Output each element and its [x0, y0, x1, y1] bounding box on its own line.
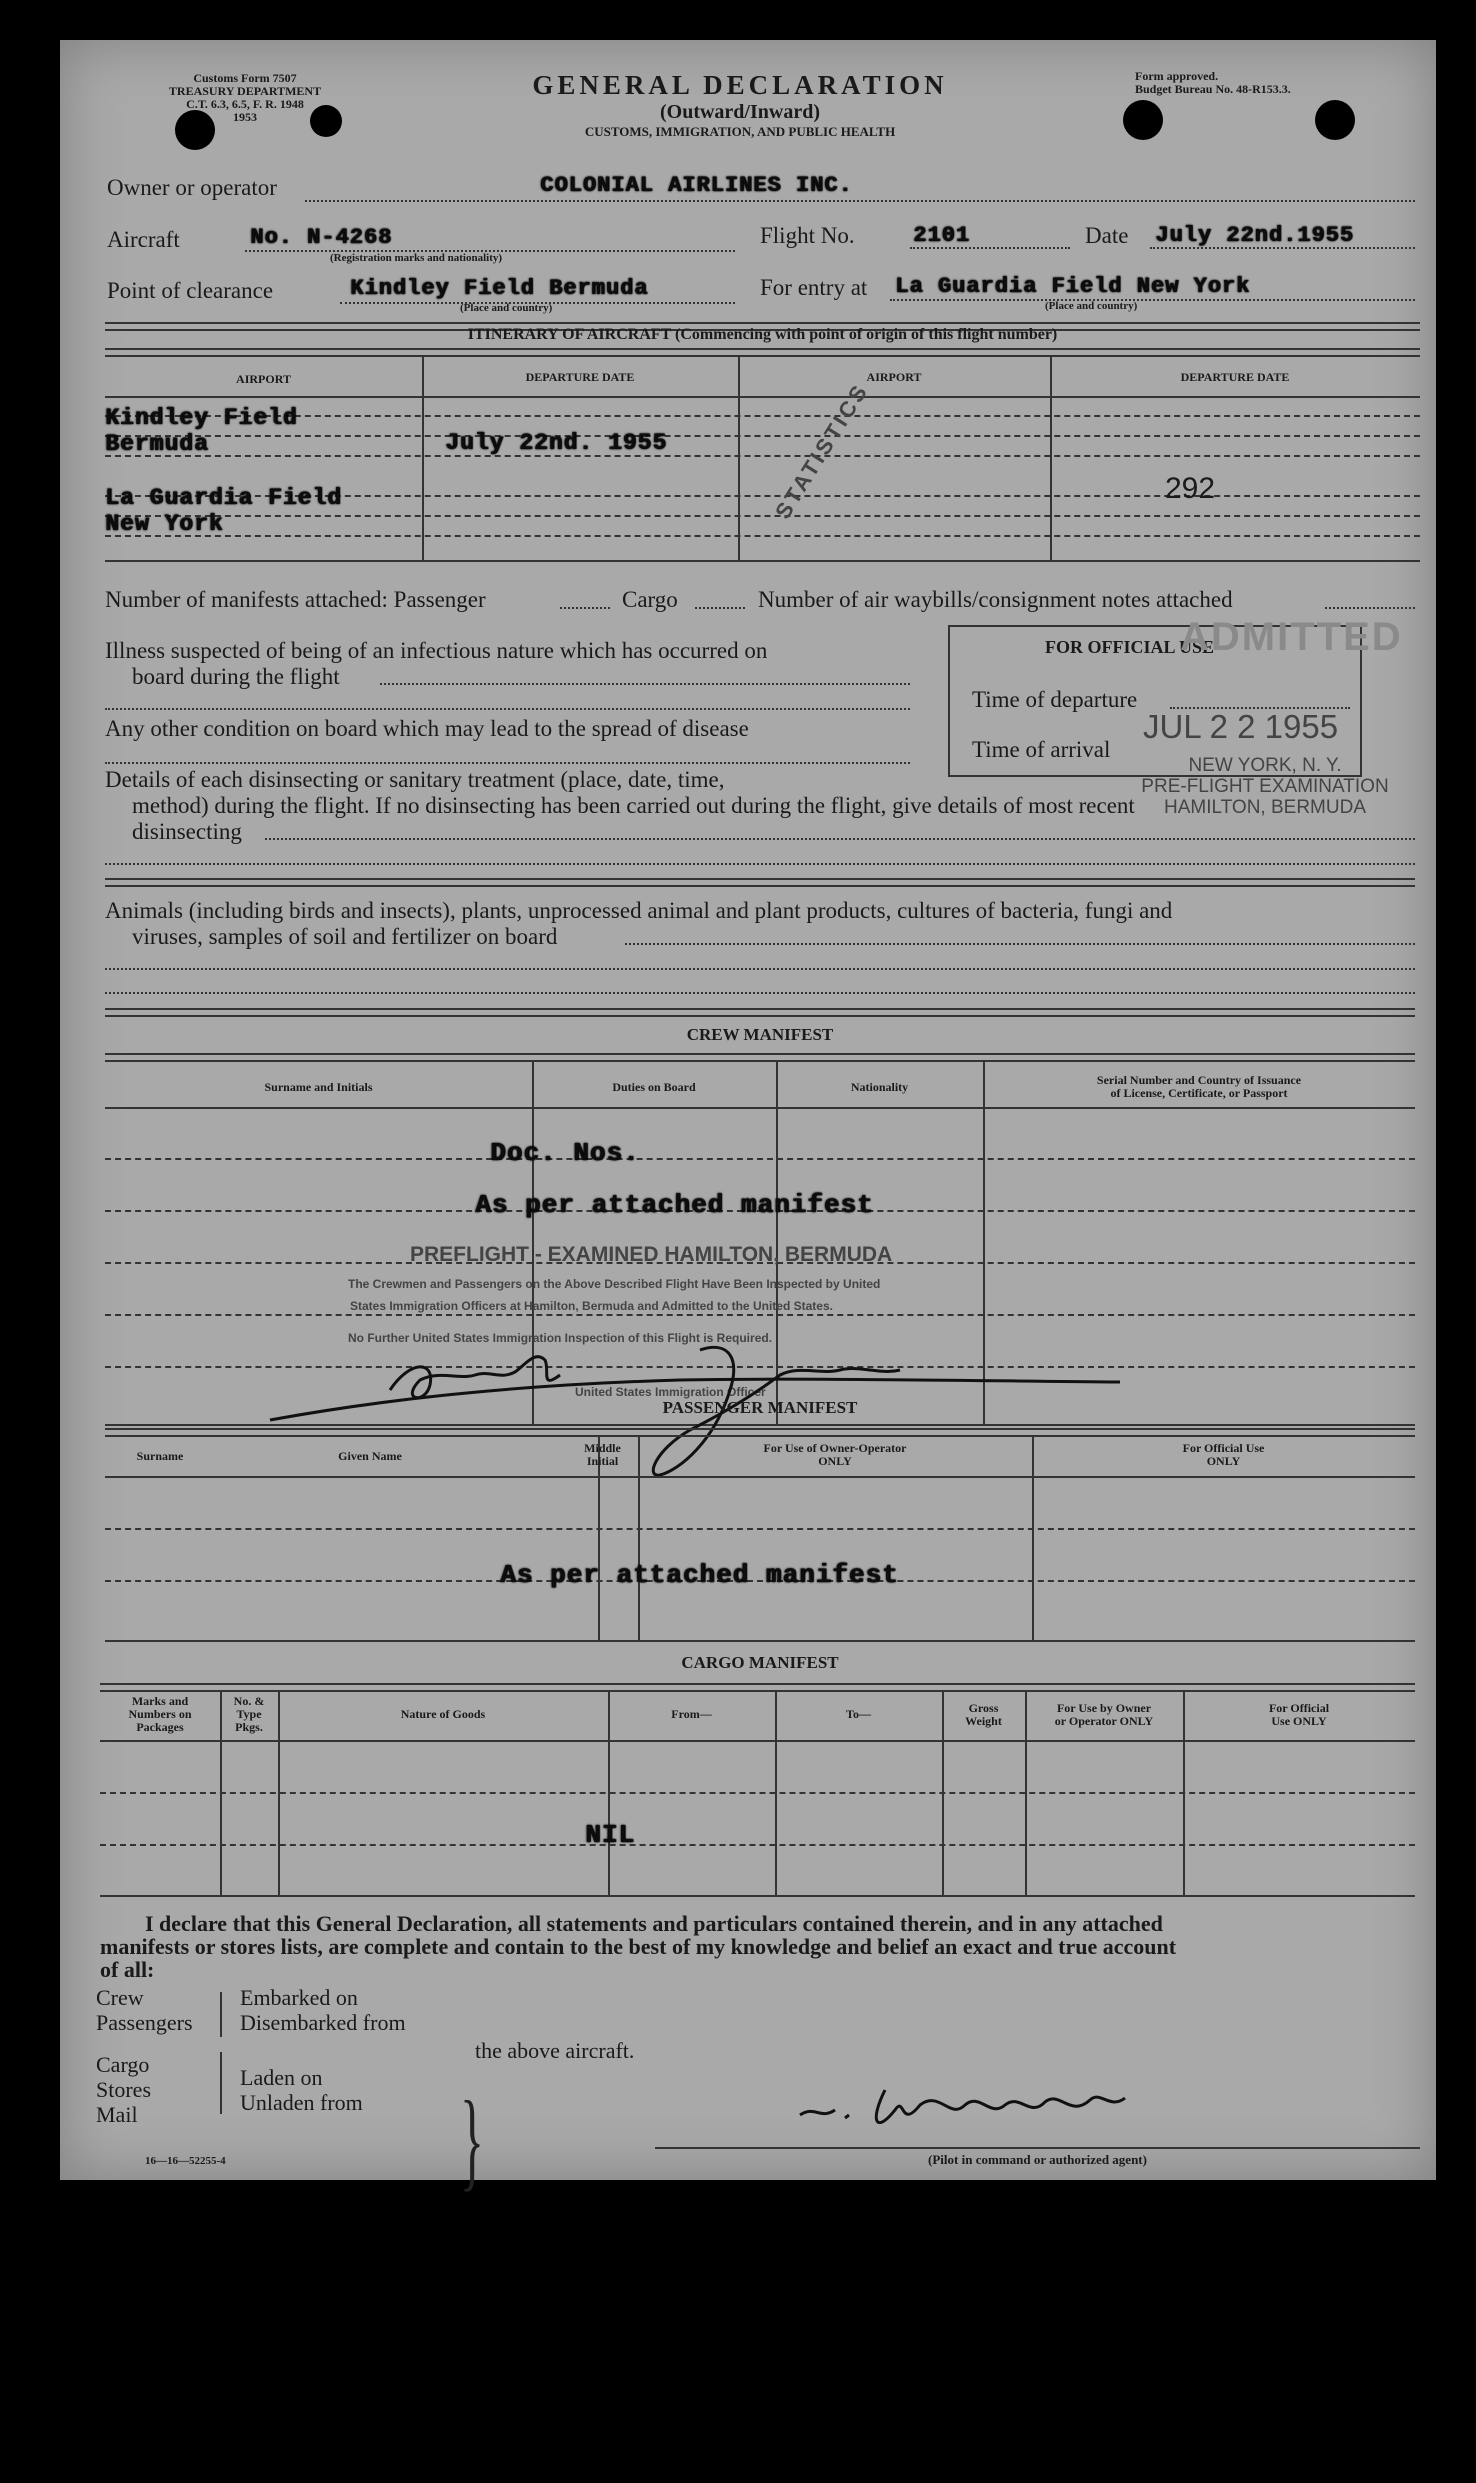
cargo-col-goods: Nature of Goods	[400, 1707, 486, 1721]
cargo-col-official-b: Use ONLY	[1271, 1714, 1327, 1728]
waybills-label: Number of air waybills/consignment notes attached	[758, 587, 1233, 612]
owner-value: COLONIAL AIRLINES INC.	[540, 173, 853, 198]
itinerary-row2-airport-b: New York	[105, 511, 224, 537]
illness-line1: Illness suspected of being of an infectious nature which has occurred on	[105, 638, 768, 663]
crew-col-duties: Duties on Board	[612, 1080, 696, 1094]
passenger-col-official-b: ONLY	[1206, 1454, 1241, 1468]
manifests-label: Number of manifests attached: Passenger	[105, 587, 486, 612]
form-number-block	[130, 72, 360, 124]
declaration-line2: manifests or stores lists, are complete and contain to the best of my knowledge and belief an exact and true account	[100, 1934, 1177, 1959]
page-title: GENERAL DECLARATION	[532, 70, 948, 100]
declaration-aircraft: the above aircraft.	[475, 2038, 635, 2063]
cargo-col-official	[1183, 1702, 1415, 1728]
revision: 1953	[233, 110, 257, 124]
passenger-col-middle-a: Middle	[584, 1441, 621, 1455]
preflight-stamp-line3: HAMILTON, BERMUDA	[1164, 797, 1366, 818]
cargo-col-marks-b: Numbers on	[128, 1707, 192, 1721]
passenger-col-owner	[638, 1442, 1032, 1468]
passenger-col-owner-a: For Use of Owner-Operator	[763, 1441, 907, 1455]
itinerary-row1-date: July 22nd. 1955	[445, 430, 668, 456]
itinerary-row2-airport	[105, 485, 342, 537]
clearance-note: (Place and country)	[460, 302, 553, 314]
disinsect-line2: method) during the flight. If no disinsecting has been carried out during the flight, give details of most recent	[132, 793, 1135, 818]
pilot-signature	[790, 2060, 1190, 2140]
crew-col-nationality: Nationality	[850, 1080, 909, 1094]
title-block	[440, 70, 1040, 140]
itinerary-col-airport-1: AIRPORT	[236, 372, 291, 386]
punch-hole	[1123, 100, 1163, 140]
clearance-value: Kindley Field Bermuda	[350, 276, 649, 301]
entry-value: La Guardia Field New York	[895, 274, 1251, 299]
itinerary-row1-airport	[105, 405, 297, 457]
crew-col-serial-b: of License, Certificate, or Passport	[1110, 1086, 1288, 1100]
immigration-stamp-line1: The Crewmen and Passengers on the Above Described Flight Have Been Inspected by United	[348, 1277, 881, 1291]
clearance-label: Point of clearance	[107, 278, 274, 303]
itinerary-row1-airport-a: Kindley Field	[105, 405, 298, 431]
aircraft-note: (Registration marks and nationality)	[330, 252, 503, 264]
itinerary-title: ITINERARY OF AIRCRAFT (Commencing with point of origin of this flight number)	[467, 326, 1058, 343]
itinerary-row2-airport-a: La Guardia Field	[105, 485, 342, 511]
declaration-crew: Crew	[96, 1985, 144, 2010]
itinerary-number: 292	[1165, 472, 1216, 505]
aircraft-value: No. N-4268	[250, 225, 393, 250]
budget-bureau: Budget Bureau No. 48-R153.3.	[1135, 82, 1291, 96]
approval-block	[1135, 70, 1375, 96]
passenger-col-middle	[565, 1442, 640, 1468]
crew-doc-nos: Doc. Nos.	[490, 1138, 640, 1168]
pilot-caption: (Pilot in command or authorized agent)	[928, 2152, 1147, 2167]
passenger-col-official-a: For Official Use	[1182, 1441, 1265, 1455]
flight-label: Flight No.	[760, 223, 855, 248]
immigration-stamp-line2: States Immigration Officers at Hamilton, Bermuda and Admitted to the United States.	[350, 1299, 833, 1313]
cargo-col-owner	[1025, 1702, 1183, 1728]
passenger-col-surname: Surname	[136, 1449, 184, 1463]
page-subtitle: (Outward/Inward)	[659, 101, 820, 123]
crew-manifest-title: CREW MANIFEST	[686, 1025, 834, 1044]
crew-col-serial-a: Serial Number and Country of Issuance	[1096, 1073, 1302, 1087]
condition-text: Any other condition on board which may lead to the spread of disease	[105, 716, 749, 741]
cargo-label: Cargo	[622, 587, 678, 612]
animals-line2: viruses, samples of soil and fertilizer on board	[132, 924, 558, 949]
entry-note: (Place and country)	[1045, 300, 1138, 312]
department: TREASURY DEPARTMENT	[168, 84, 322, 98]
crew-col-surname: Surname and Initials	[264, 1080, 373, 1094]
agencies: CUSTOMS, IMMIGRATION, AND PUBLIC HEALTH	[584, 124, 896, 139]
cargo-col-marks-a: Marks and	[131, 1694, 189, 1708]
passenger-manifest-title: PASSENGER MANIFEST	[662, 1398, 858, 1417]
statistics-stamp: STATISTICS	[770, 378, 874, 524]
crew-per-manifest: As per attached manifest	[475, 1190, 874, 1220]
itinerary-col-airport-2: AIRPORT	[866, 370, 922, 384]
declaration-cargo: Cargo	[96, 2052, 150, 2077]
arrival-date-stamp: JUL 2 2 1955	[1143, 708, 1339, 745]
immigration-stamp-line3: No Further United States Immigration Inspection of this Flight is Required.	[348, 1331, 773, 1345]
cargo-col-from: From—	[671, 1707, 712, 1721]
cargo-col-owner-b: or Operator ONLY	[1054, 1714, 1154, 1728]
cargo-nil: NIL	[585, 1820, 635, 1850]
declaration-disembarked: Disembarked from	[240, 2010, 406, 2035]
cargo-col-weight-b: Weight	[965, 1714, 1002, 1728]
cargo-col-owner-a: For Use by Owner	[1056, 1701, 1152, 1715]
declaration-laden	[240, 2065, 363, 2115]
flight-value: 2101	[913, 223, 970, 248]
form-approved: Form approved.	[1135, 69, 1219, 83]
declaration-embark	[240, 1985, 406, 2035]
preflight-stamp-line2: PRE-FLIGHT EXAMINATION	[1141, 776, 1389, 797]
preflight-stamp	[1120, 755, 1410, 818]
declaration-line1: I declare that this General Declaration, all statements and particulars contained therein, and in any attached	[145, 1911, 1163, 1936]
declaration-text	[100, 1912, 1415, 1981]
punch-hole	[1315, 100, 1355, 140]
cargo-col-weight	[942, 1702, 1025, 1728]
cargo-col-pkgs-b: Type	[236, 1707, 262, 1721]
passenger-col-middle-b: Initial	[586, 1454, 619, 1468]
passenger-per-manifest: As per attached manifest	[500, 1560, 899, 1590]
immigration-stamp-head: PREFLIGHT - EXAMINED HAMILTON, BERMUDA	[410, 1243, 893, 1266]
cargo-col-to: To—	[846, 1707, 871, 1721]
form-number: Customs Form 7507	[193, 71, 297, 85]
declaration-stores: Stores	[96, 2077, 151, 2102]
declaration-cargo-stores	[96, 2052, 151, 2127]
official-use-title: FOR OFFICIAL USE	[1045, 637, 1215, 657]
declaration-line3: of all:	[100, 1957, 155, 1982]
date-value: July 22nd.1955	[1155, 223, 1354, 248]
declaration-form	[60, 40, 1436, 2201]
date-label: Date	[1085, 223, 1129, 248]
passenger-col-official	[1032, 1442, 1415, 1468]
departure-time-label: Time of departure	[972, 687, 1138, 712]
cargo-col-pkgs	[220, 1695, 278, 1734]
declaration-brace: }	[460, 2077, 484, 2201]
preflight-stamp-line1: NEW YORK, N. Y.	[1188, 755, 1342, 776]
cargo-col-pkgs-a: No. &	[233, 1694, 265, 1708]
declaration-passengers: Passengers	[96, 2010, 193, 2035]
declaration-embarked: Embarked on	[240, 1985, 358, 2010]
itinerary-col-departure-2: DEPARTURE DATE	[1180, 370, 1290, 384]
disinsect-line1: Details of each disinsecting or sanitary treatment (place, date, time,	[105, 767, 725, 792]
regulations: C.T. 6.3, 6.5, F. R. 1948	[186, 97, 304, 111]
cargo-col-marks	[100, 1695, 220, 1734]
cargo-manifest-title: CARGO MANIFEST	[681, 1653, 839, 1672]
entry-label: For entry at	[760, 275, 868, 300]
passenger-col-owner-b: ONLY	[818, 1454, 852, 1468]
animals-line1: Animals (including birds and insects), plants, unprocessed animal and plant products, cultures of bacteria, fungi and	[105, 898, 1173, 923]
admitted-stamp: ADMITTED	[1180, 615, 1403, 659]
cargo-col-pkgs-c: Pkgs.	[235, 1720, 263, 1734]
aircraft-label: Aircraft	[107, 227, 180, 252]
arrival-time-label: Time of arrival	[972, 737, 1111, 762]
crew-col-serial	[983, 1074, 1415, 1100]
declaration-laden-on: Laden on	[240, 2065, 323, 2090]
disinsect-line3: disinsecting	[132, 819, 242, 844]
declaration-unladen: Unladen from	[240, 2090, 363, 2115]
cargo-col-marks-c: Packages	[136, 1720, 184, 1734]
illness-line2: board during the flight	[132, 664, 340, 689]
itinerary-col-departure-1: DEPARTURE DATE	[525, 370, 635, 384]
declaration-mail: Mail	[96, 2102, 138, 2127]
cargo-col-official-a: For Official	[1268, 1701, 1330, 1715]
owner-label: Owner or operator	[107, 175, 277, 200]
cargo-col-weight-a: Gross	[968, 1701, 999, 1715]
declaration-crew-pax	[96, 1985, 193, 2035]
itinerary-row1-airport-b: Bermuda	[105, 431, 209, 457]
printer-code: 16—16—52255-4	[145, 2155, 226, 2167]
immigration-officer-label: United States Immigration Officer	[575, 1385, 766, 1399]
passenger-col-given: Given Name	[338, 1449, 402, 1463]
